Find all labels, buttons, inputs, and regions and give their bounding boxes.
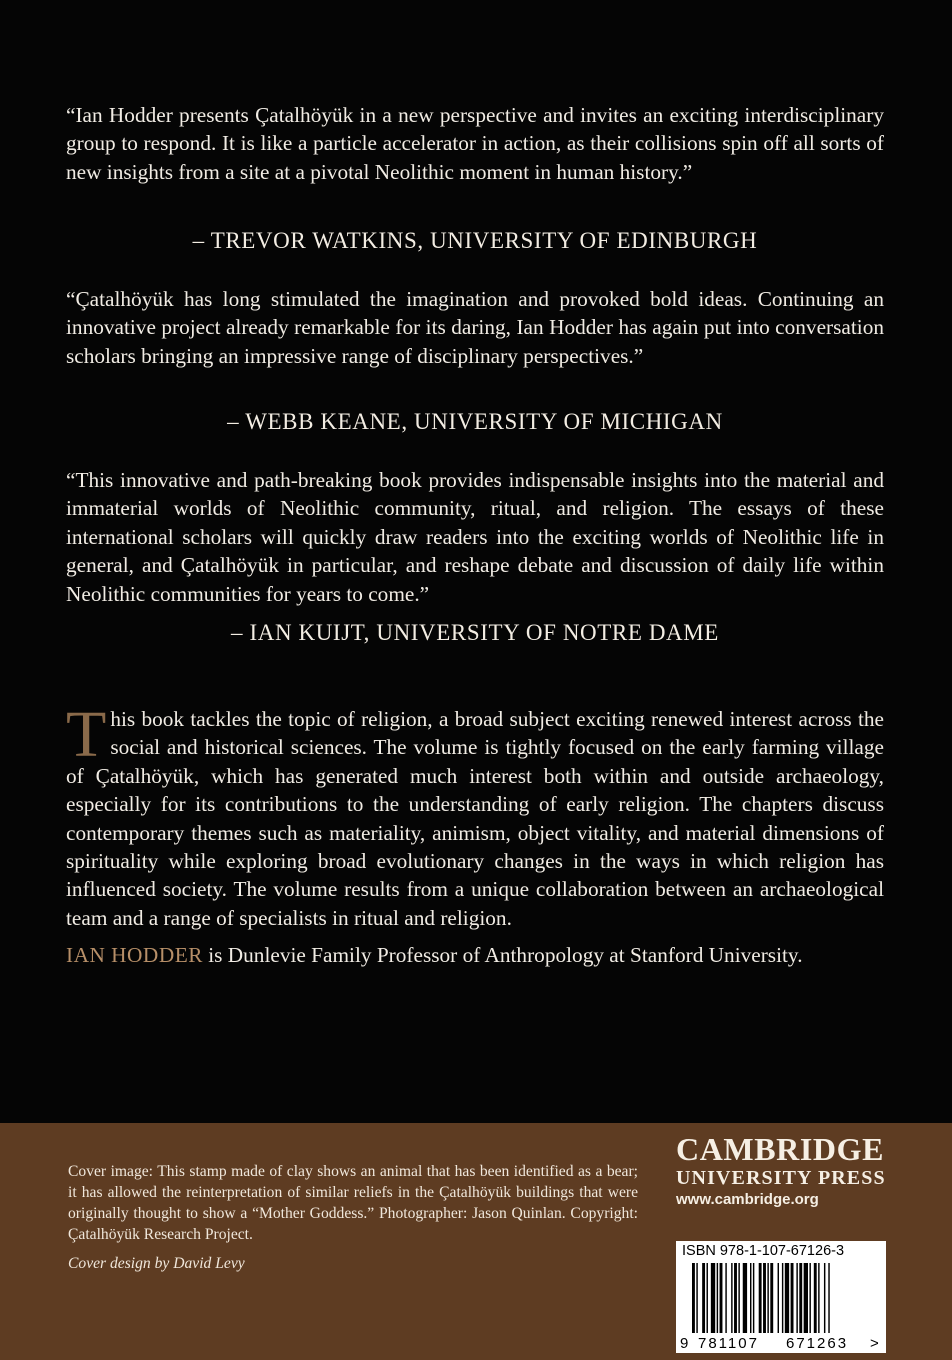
publisher-name: CAMBRIDGE (676, 1131, 885, 1167)
quote-1-attribution: – TREVOR WATKINS, UNIVERSITY OF EDINBURGH (192, 228, 758, 253)
barcode-graphic (676, 1241, 886, 1353)
quote-1-text: “Ian Hodder presents Çatalhöyük in a new perspective and invites an exciting interdisciplinary group to respond. It is like a particle accelerator in action, as their collisions spin off all sorts of new insights from a site at a pivotal Neolithic moment in human history.” (66, 103, 884, 184)
footer-band (0, 1123, 952, 1360)
author-bio (66, 941, 884, 969)
quote-3-attribution: – IAN KUIJT, UNIVERSITY OF NOTRE DAME (231, 620, 719, 645)
isbn-barcode (676, 1241, 886, 1353)
cover-design-credit: Cover design by David Levy (68, 1255, 245, 1272)
cover-image-caption: Cover image: This stamp made of clay shows an animal that has been identified as a bear; it has allowed the reinterpretation of similar reliefs in the Çatalhöyük buildings that were originally thought to show a “Mother Goddess.” Photographer: Jason Quinlan. Copyright: Çatalhöyük Research Project. (68, 1163, 638, 1243)
barcode-digit-lead: 9 (680, 1335, 689, 1352)
publisher-subname: UNIVERSITY PRESS (676, 1167, 886, 1189)
book-description (66, 698, 884, 932)
publisher-logo (676, 1131, 886, 1208)
barcode-digits-left: 781107 (698, 1335, 759, 1352)
publisher-url: www.cambridge.org (676, 1191, 819, 1208)
isbn-label: ISBN 978-1-107-67126-3 (682, 1243, 845, 1259)
description-text: his book tackles the topic of religion, a broad subject exciting renewed interest across the social and historical sciences. The volume is tightly focused on the early farming village of Çatalhöyük, which has generated much interest both within and outside archaeology, especially for its contributions to the understanding of early religion. The chapters discuss contemporary themes such as materiality, animism, object vitality, and material dimensions of spirituality while exploring broad evolutionary changes in the ways in which religion has influenced society. The volume results from a unique collaboration between an archaeological team and a range of specialists in ritual and religion. (66, 707, 884, 930)
author-name: IAN HODDER (66, 943, 203, 967)
barcode-arrow: > (870, 1335, 879, 1352)
quote-2-attribution: – WEBB KEANE, UNIVERSITY OF MICHIGAN (227, 409, 723, 434)
barcode-digits-right: 671263 (786, 1335, 849, 1352)
quote-3-text: “This innovative and path-breaking book provides indispensable insights into the material and immaterial worlds of Neolithic community, ritual, and religion. The essays of these international scholars will quickly draw readers into the exciting worlds of Neolithic life in general, and Çatalhöyük in particular, and reshape debate and discussion of daily life within Neolithic communities for years to come.” (66, 468, 884, 606)
drop-cap: T (66, 698, 107, 771)
author-bio-text: is Dunlevie Family Professor of Anthropology at Stanford University. (202, 943, 803, 967)
quote-2-text: “Çatalhöyük has long stimulated the imagination and provoked bold ideas. Continuing an innovative project already remarkable for its daring, Ian Hodder has again put into conversation scholars bringing an impressive range of disciplinary perspectives.” (66, 287, 884, 368)
